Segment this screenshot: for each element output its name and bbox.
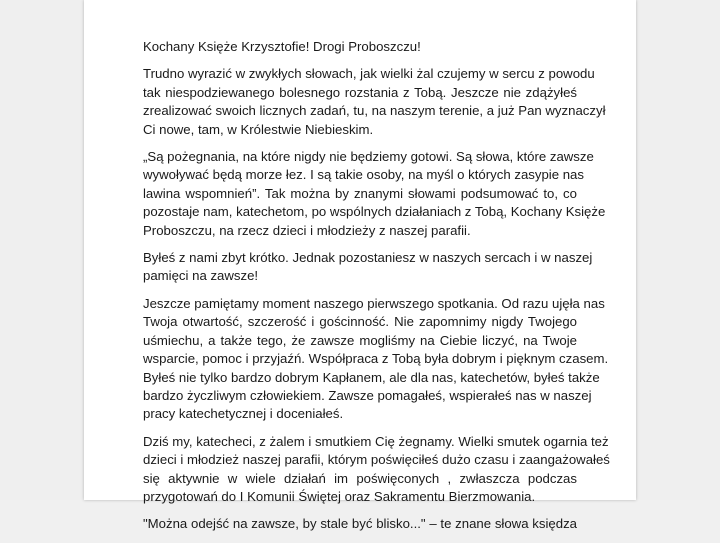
paragraph-2 [143,148,606,240]
paragraph-line: wsparcie, pomoc i przyjaźń. Współpraca z Tobą była dobrym i pięknym czasem. [143,351,609,367]
paragraph-3 [143,249,593,286]
paragraph-line: Dziś my, katecheci, z żalem i smutkiem Cię żegnamy. Wielki smutek ogarnia też [143,433,609,449]
paragraph-4 [143,295,609,424]
paragraph-line: Ci nowe, tam, w Królestwie Niebieskim. [143,121,374,137]
letter-salutation: Kochany Księże Krzysztofie! Drogi Proboszczu! [143,39,421,54]
paragraph-line: Proboszczu, na rzecz dzieci i młodzieży z naszej parafii. [143,222,471,238]
document-page [84,0,636,532]
paragraph-line: „Są pożegnania, na które nigdy nie będziemy gotowi. Są słowa, które zawsze [143,149,594,165]
paragraph-line: tak niespodziewanego bolesnego rozstania z Tobą. Jeszcze nie zdążyłeś [143,84,577,100]
paragraph-line: "Można odejść na zawsze, by stale być blisko..." – te znane słowa księdza [143,516,577,532]
paragraph-line: Jeszcze pamiętamy moment naszego pierwszego spotkania. Od razu ujęła nas [143,295,605,311]
paragraph-line: wywoływać będą morze łez. I są takie osoby, na myśl o których zasypie nas [143,167,584,183]
paragraph-line: się aktywnie w wiele działań im poświęconych , zwłaszcza podczas [143,470,577,486]
paragraph-line: uśmiechu, a także tego, że zawsze mogliśmy na Ciebie liczyć, na Twoje [143,332,577,348]
paragraph-line: lawina wspomnień”. Tak można by znanymi słowami podsumować to, co [143,185,577,201]
letter-body [143,38,610,543]
paragraph-line: zrealizować swoich licznych zadań, tu, na naszym terenie, a już Pan wyznaczył [143,103,606,119]
paragraph-line: Trudno wyrazić w zwykłych słowach, jak wielki żal czujemy w sercu z powodu [143,66,595,82]
paragraph-5 [143,433,610,507]
paragraph-line: bardzo życzliwym człowiekiem. Zawsze pomagałeś, wspierałeś nas w naszej [143,387,592,403]
paragraph-line: pamięci na zawsze! [143,268,259,284]
paragraph-line: dzieci i młodzież naszej parafii, którym poświęciłeś dużo czasu i zaangażowałeś [143,452,610,468]
paragraph-6 [143,515,577,533]
paragraph-line: Byłeś z nami zbyt krótko. Jednak pozostaniesz w naszych sercach i w naszej [143,250,593,266]
paragraph-line: Byłeś nie tylko bardzo dobrym Kapłanem, ale dla nas, katechetów, byłeś także [143,369,600,385]
paragraph-line: przygotowań do I Komunii Świętej oraz Sakramentu Bierzmowania. [143,488,536,504]
paragraph-line: pracy katechetycznej i doceniałeś. [143,406,344,422]
paragraph-1 [143,65,606,139]
paragraph-line: Twoja otwartość, szczerość i gościnność. Nie zapomnimy nigdy Twojego [143,314,577,330]
paragraph-line: pozostaje nam, katechetom, po wspólnych działaniach z Tobą, Kochany Księże [143,204,606,220]
